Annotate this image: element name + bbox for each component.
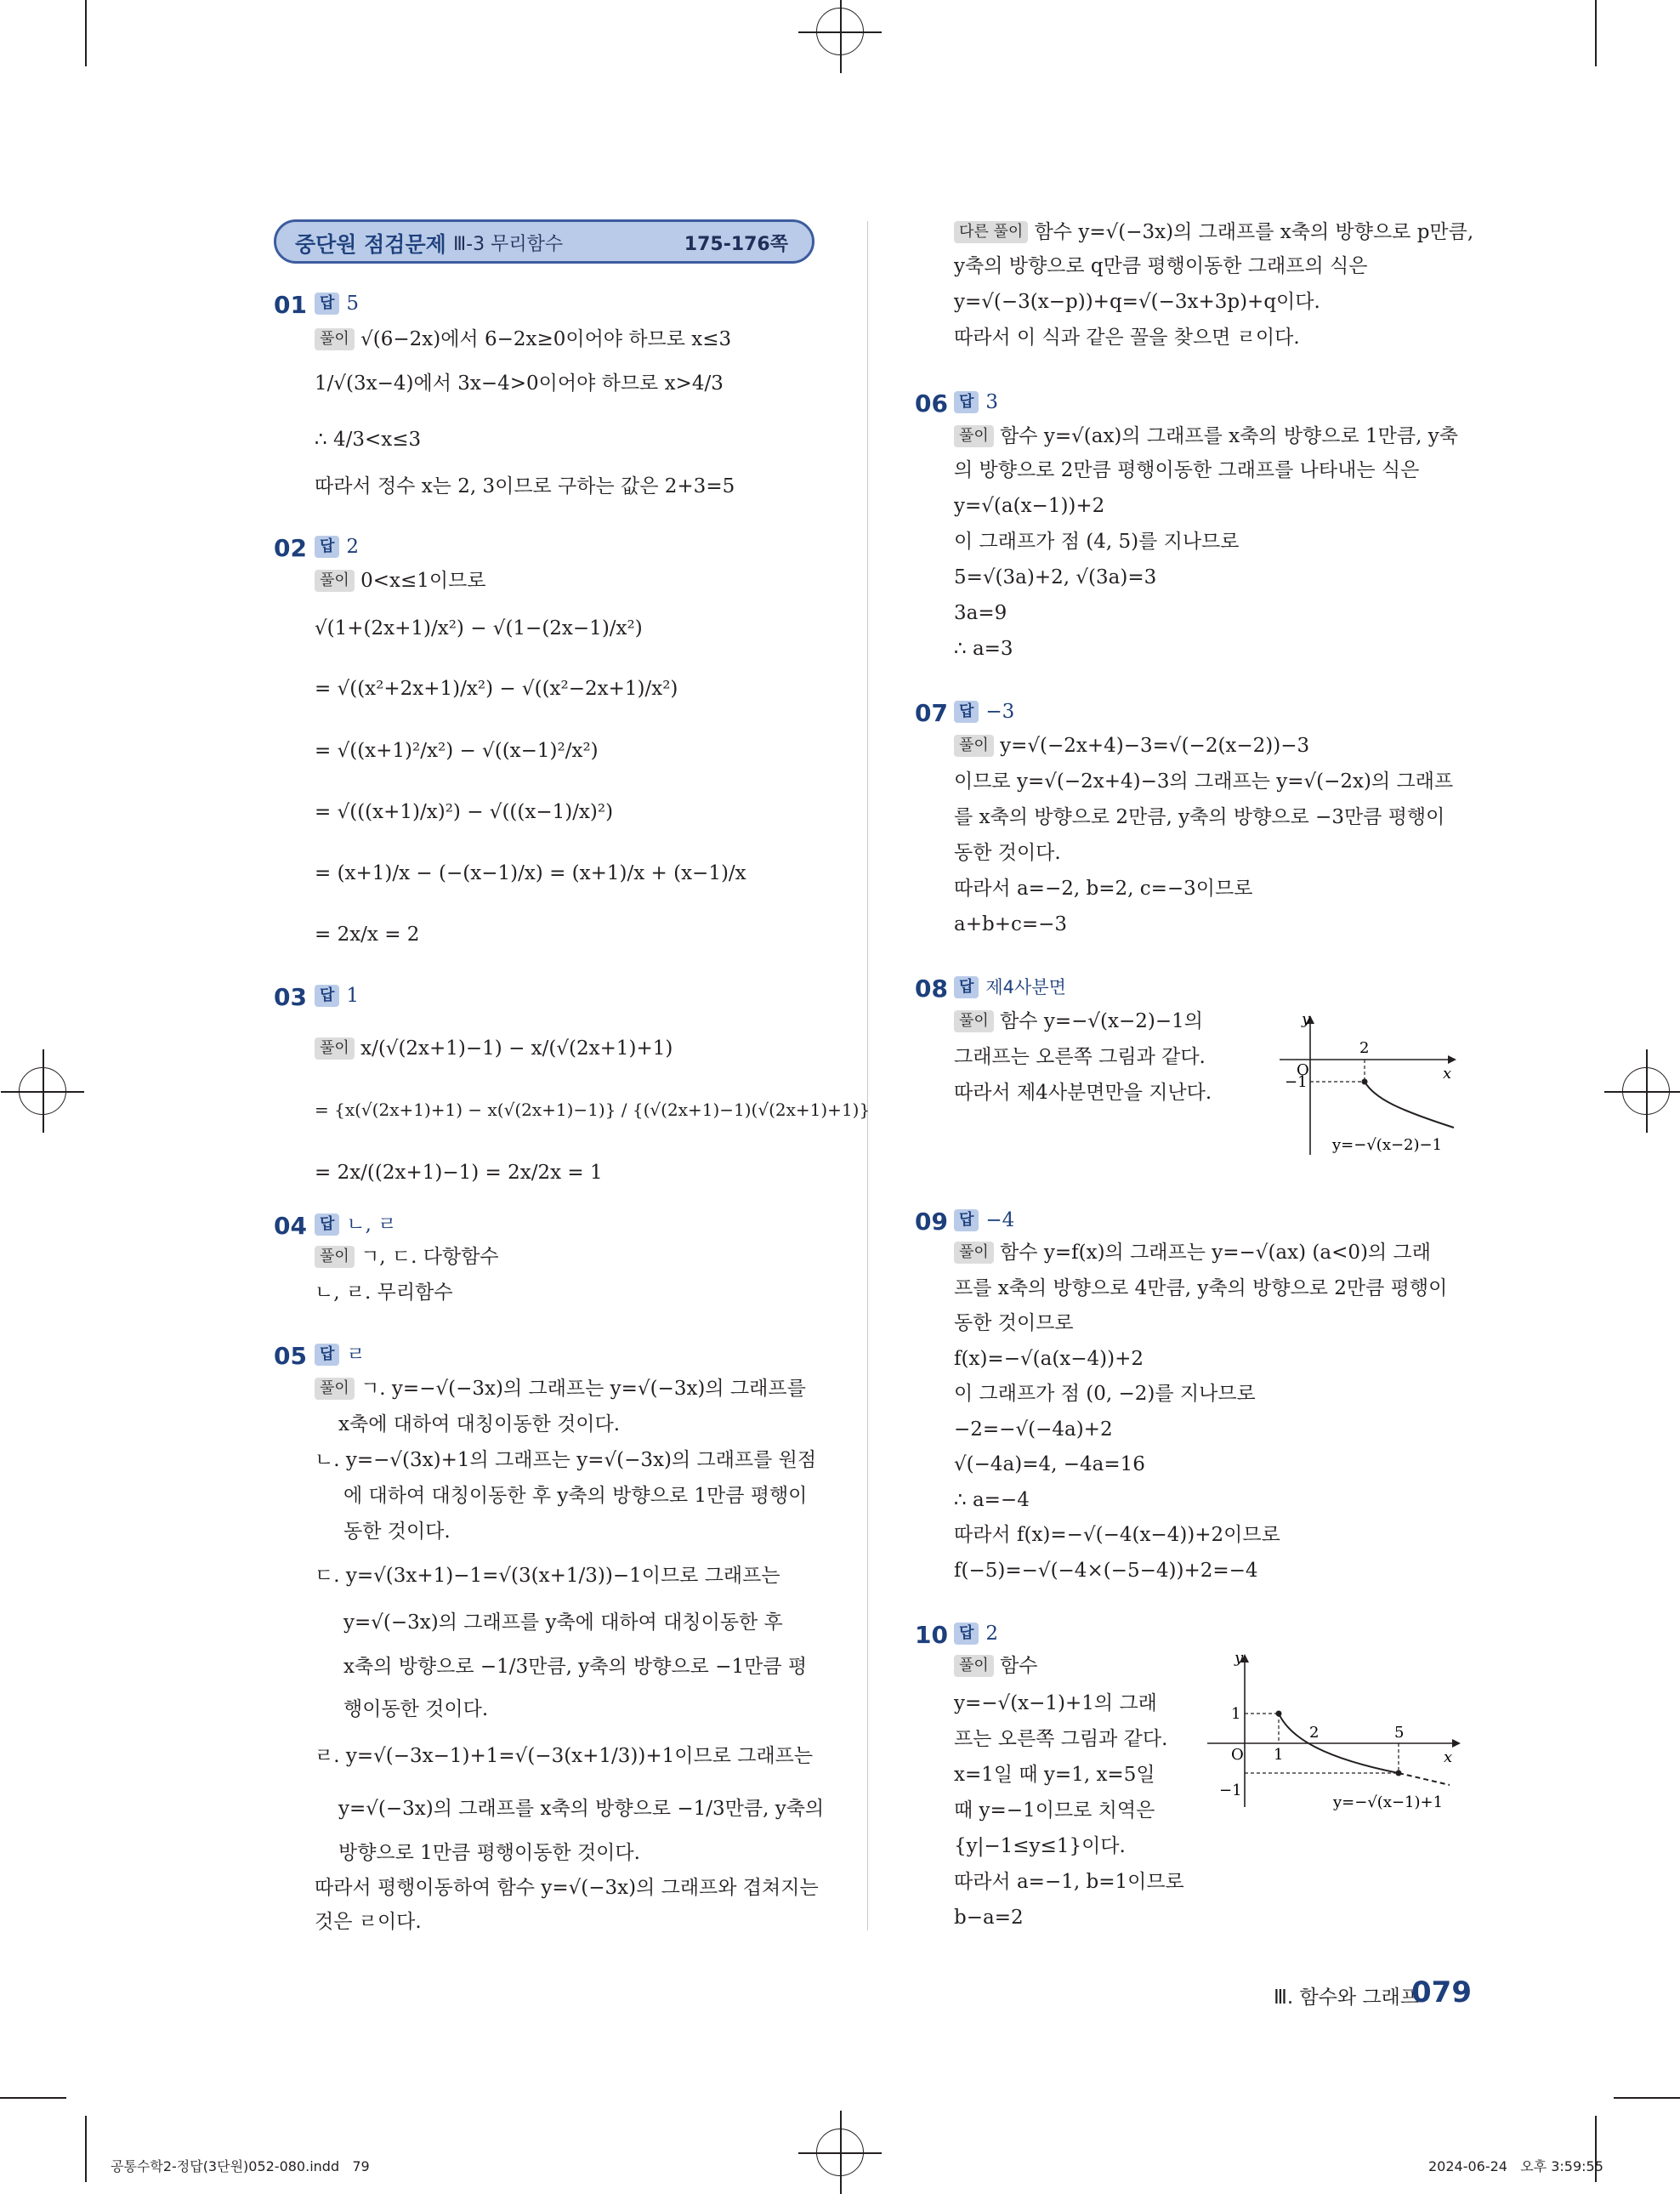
banner-title: 중단원 점검문제 <box>295 232 446 257</box>
alt-solution-line: y=√(−3(x−p))+q=√(−3x+3p)+q이다. <box>954 291 1320 313</box>
solution-line: 풀이 0<x≤1이므로 <box>315 568 486 594</box>
solution-tag: 풀이 <box>315 1378 355 1400</box>
answer-value: 2 <box>346 536 360 558</box>
x-tick-label: 5 <box>1394 1724 1405 1742</box>
solution-line: x축의 방향으로 −1/3만큼, y축의 방향으로 −1만큼 평 <box>343 1656 808 1678</box>
solution-line: a+b+c=−3 <box>954 913 1068 935</box>
banner-pages: 175-176쪽 <box>684 234 788 255</box>
solution-line: = {x(√(2x+1)+1) − x(√(2x+1)−1)} / {(√(2x+1)−1)(√(2x+1)+1)} <box>315 1100 871 1120</box>
solution-line: 동한 것이므로 <box>954 1312 1074 1334</box>
origin-label: O <box>1231 1746 1244 1764</box>
solution-line: x=1일 때 y=1, x=5일 <box>954 1764 1155 1786</box>
origin-label: O <box>1297 1061 1309 1079</box>
answer-value: ㄹ <box>346 1344 366 1366</box>
function-curve <box>1365 1082 1454 1128</box>
x-tick-label: 2 <box>1309 1724 1320 1742</box>
answer-row <box>315 1212 396 1237</box>
crop-mark <box>0 2097 66 2099</box>
solution-line: −2=−√(−4a)+2 <box>954 1418 1113 1441</box>
y-tick-label: 1 <box>1231 1705 1241 1723</box>
solution-line: y=−√(x−1)+1의 그래 <box>954 1692 1157 1714</box>
answer-value: 제4사분면 <box>985 977 1066 998</box>
answer-tag: 답 <box>315 1214 339 1236</box>
solution-line: 동한 것이다. <box>343 1520 451 1543</box>
solution-line: = √(((x+1)/x)²) − √(((x−1)/x)²) <box>315 801 614 823</box>
solution-line: 따라서 a=−1, b=1이므로 <box>954 1871 1184 1893</box>
solution-tag: 풀이 <box>315 328 355 350</box>
problem-number: 07 <box>915 699 948 727</box>
solution-tag: 풀이 <box>954 735 994 757</box>
solution-line: 풀이 x/(√(2x+1)−1) − x/(√(2x+1)+1) <box>315 1036 673 1061</box>
answer-value: 3 <box>985 391 999 413</box>
solution-line: ㄷ. y=√(3x+1)−1=√(3(x+1/3))−1이므로 그래프는 <box>315 1565 780 1587</box>
solution-line: 따라서 a=−2, b=2, c=−3이므로 <box>954 878 1253 900</box>
graph-10 <box>1199 1646 1471 1816</box>
answer-value: −3 <box>985 701 1015 723</box>
solution-line: 풀이 √(6−2x)에서 6−2x≥0이어야 하므로 x≤3 <box>315 327 731 352</box>
banner-subtitle: Ⅲ-3 무리함수 <box>453 234 564 255</box>
problem-number: 06 <box>915 389 948 418</box>
solution-line: 1/√(3x−4)에서 3x−4>0이어야 하므로 x>4/3 <box>315 372 724 395</box>
answer-tag: 답 <box>954 701 979 723</box>
solution-line: f(−5)=−√(−4×(−5−4))+2=−4 <box>954 1560 1258 1582</box>
alt-solution-line: 따라서 이 식과 같은 꼴을 찾으면 ㄹ이다. <box>954 327 1300 349</box>
answer-row <box>954 1621 998 1646</box>
answer-row <box>954 1208 1014 1233</box>
answer-row <box>315 1342 366 1367</box>
solution-line: 그래프는 오른쪽 그림과 같다. <box>954 1046 1206 1068</box>
curve-endpoint <box>1362 1079 1368 1085</box>
curve-point <box>1396 1771 1402 1776</box>
answer-value: 1 <box>346 985 360 1007</box>
solution-line: 이 그래프가 점 (4, 5)를 지나므로 <box>954 531 1240 553</box>
solution-line: ㄹ. y=√(−3x−1)+1=√(−3(x+1/3))+1이므로 그래프는 <box>315 1745 814 1767</box>
x-axis-label: x <box>1443 1065 1452 1083</box>
solution-line: 따라서 평행이동하여 함수 y=√(−3x)의 그래프와 겹쳐지는 <box>315 1877 819 1899</box>
solution-line: {y|−1≤y≤1}이다. <box>954 1835 1126 1857</box>
problem-number: 08 <box>915 975 948 1003</box>
solution-line: √(1+(2x+1)/x²) − √(1−(2x−1)/x²) <box>315 617 643 639</box>
solution-line: 이므로 y=√(−2x+4)−3의 그래프는 y=√(−2x)의 그래프 <box>954 770 1454 793</box>
solution-line: 3a=9 <box>954 602 1007 624</box>
page-number: 079 <box>1411 1975 1472 2009</box>
solution-line: 에 대하여 대칭이동한 후 y축의 방향으로 1만큼 평행이 <box>343 1485 808 1507</box>
y-axis-label: y <box>1234 1649 1244 1667</box>
x-axis-arrow <box>1452 1739 1461 1748</box>
curve-label: y=−√(x−1)+1 <box>1333 1793 1444 1811</box>
answer-tag: 답 <box>954 1209 979 1231</box>
solution-line: y=√(−3x)의 그래프를 x축의 방향으로 −1/3만큼, y축의 <box>338 1798 825 1820</box>
solution-line: b−a=2 <box>954 1907 1024 1929</box>
answer-tag: 답 <box>315 985 339 1007</box>
problem-number: 10 <box>915 1621 948 1649</box>
solution-line: 풀이 ㄱ, ㄷ. 다항함수 <box>315 1244 499 1270</box>
alt-solution-tag: 다른 풀이 <box>954 221 1028 243</box>
solution-line: y=√(−3x)의 그래프를 y축에 대하여 대칭이동한 후 <box>343 1611 783 1634</box>
solution-line: = 2x/x = 2 <box>315 924 420 946</box>
solution-line: ∴ a=3 <box>954 638 1013 660</box>
solution-tag: 풀이 <box>315 570 355 592</box>
answer-tag: 답 <box>954 1623 979 1645</box>
crop-mark <box>85 2116 87 2182</box>
solution-line: 동한 것이다. <box>954 842 1061 864</box>
problem-number: 09 <box>915 1208 948 1236</box>
answer-tag: 답 <box>315 293 339 315</box>
solution-tag: 풀이 <box>315 1246 355 1268</box>
solution-line: = (x+1)/x − (−(x−1)/x) = (x+1)/x + (x−1)/x <box>315 862 746 884</box>
answer-row <box>315 983 359 1009</box>
registration-mark <box>1622 1067 1670 1115</box>
answer-row <box>315 534 359 560</box>
answer-tag: 답 <box>315 536 339 558</box>
solution-line: 방향으로 1만큼 평행이동한 것이다. <box>338 1842 640 1864</box>
solution-tag: 풀이 <box>954 1010 994 1032</box>
solution-line: 풀이 함수 y=√(ax)의 그래프를 x축의 방향으로 1만큼, y축 <box>954 423 1458 449</box>
alt-solution-line: 다른 풀이 함수 y=√(−3x)의 그래프를 x축의 방향으로 p만큼, <box>954 219 1473 245</box>
answer-tag: 답 <box>954 976 979 998</box>
registration-mark <box>19 1067 66 1115</box>
solution-line: √(−4a)=4, −4a=16 <box>954 1453 1145 1475</box>
curve-point <box>1276 1711 1282 1717</box>
crop-mark <box>1614 2097 1680 2099</box>
solution-line: 풀이 함수 <box>954 1653 1038 1679</box>
registration-mark <box>816 2129 864 2176</box>
solution-line: 풀이 함수 y=f(x)의 그래프는 y=−√(ax) (a<0)의 그래 <box>954 1240 1431 1265</box>
solution-line: = √((x+1)²/x²) − √((x−1)²/x²) <box>315 740 599 762</box>
problem-number: 05 <box>274 1342 307 1370</box>
solution-line: 프를 x축의 방향으로 4만큼, y축의 방향으로 2만큼 평행이 <box>954 1277 1448 1299</box>
solution-tag: 풀이 <box>954 1242 994 1264</box>
answer-row <box>954 975 1066 1000</box>
problem-number: 01 <box>274 291 307 319</box>
answer-value: ㄴ, ㄹ <box>346 1214 397 1236</box>
x-tick-label: 2 <box>1359 1039 1370 1057</box>
solution-line: ∴ 4/3<x≤3 <box>315 429 422 451</box>
registration-mark <box>816 8 864 55</box>
solution-line: 의 방향으로 2만큼 평행이동한 그래프를 나타내는 식은 <box>954 459 1420 481</box>
solution-line: ∴ a=−4 <box>954 1489 1030 1511</box>
problem-number: 04 <box>274 1212 307 1240</box>
solution-line: 풀이 함수 y=−√(x−2)−1의 <box>954 1009 1203 1034</box>
answer-value: 5 <box>346 293 360 315</box>
print-timestamp: 2024-06-24 오후 3:59:55 <box>1428 2158 1603 2174</box>
solution-line: 행이동한 것이다. <box>343 1698 489 1720</box>
x-axis-arrow <box>1448 1055 1456 1064</box>
y-tick-label: −1 <box>1285 1073 1308 1091</box>
answer-row <box>315 291 359 316</box>
solution-line: 때 y=−1이므로 치역은 <box>954 1799 1155 1822</box>
solution-tag: 풀이 <box>954 425 994 447</box>
solution-line: 따라서 f(x)=−√(−4(x−4))+2이므로 <box>954 1524 1280 1546</box>
answer-row <box>954 389 998 415</box>
solution-line: x축에 대하여 대칭이동한 것이다. <box>338 1413 621 1435</box>
column-divider <box>867 221 868 1930</box>
solution-tag: 풀이 <box>954 1655 994 1677</box>
section-label: Ⅲ. 함수와 그래프 <box>1274 1987 1420 2009</box>
solution-line: = √((x²+2x+1)/x²) − √((x²−2x+1)/x²) <box>315 678 678 700</box>
crop-mark <box>85 0 87 66</box>
solution-line: 풀이 ㄱ. y=−√(−3x)의 그래프는 y=√(−3x)의 그래프를 <box>315 1376 806 1401</box>
problem-number: 03 <box>274 983 307 1011</box>
graph-08 <box>1271 1003 1479 1165</box>
solution-line: 따라서 제4사분면만을 지난다. <box>954 1082 1212 1104</box>
solution-line: 를 x축의 방향으로 2만큼, y축의 방향으로 −3만큼 평행이 <box>954 806 1445 828</box>
solution-line: y=√(a(x−1))+2 <box>954 495 1105 517</box>
solution-line: ㄴ, ㄹ. 무리함수 <box>315 1282 453 1304</box>
solution-line: 프는 오른쪽 그림과 같다. <box>954 1728 1168 1750</box>
solution-line: 풀이 y=√(−2x+4)−3=√(−2(x−2))−3 <box>954 733 1309 759</box>
print-file-name: 공통수학2-정답(3단원)052-080.indd 79 <box>111 2158 370 2174</box>
solution-line: 5=√(3a)+2, √(3a)=3 <box>954 566 1157 588</box>
x-axis-label: x <box>1444 1748 1453 1766</box>
answer-tag: 답 <box>954 391 979 413</box>
solution-line: 것은 ㄹ이다. <box>315 1911 422 1933</box>
solution-line: 따라서 정수 x는 2, 3이므로 구하는 값은 2+3=5 <box>315 475 735 497</box>
curve-label: y=−√(x−2)−1 <box>1332 1136 1443 1154</box>
y-tick-label: −1 <box>1219 1782 1242 1799</box>
function-curve-extension <box>1399 1773 1450 1785</box>
crop-mark <box>1595 0 1597 66</box>
solution-tag: 풀이 <box>315 1037 355 1060</box>
answer-value: −4 <box>985 1209 1015 1231</box>
solution-line: 이 그래프가 점 (0, −2)를 지나므로 <box>954 1383 1256 1405</box>
alt-solution-line: y축의 방향으로 q만큼 평행이동한 그래프의 식은 <box>954 255 1368 277</box>
answer-row <box>954 699 1014 725</box>
problem-number: 02 <box>274 534 307 562</box>
x-tick-label: 1 <box>1274 1746 1284 1764</box>
answer-tag: 답 <box>315 1344 339 1366</box>
section-banner <box>274 219 814 264</box>
solution-line: ㄴ. y=−√(3x)+1의 그래프는 y=√(−3x)의 그래프를 원점 <box>315 1449 817 1471</box>
y-axis-label: y <box>1302 1010 1311 1028</box>
answer-value: 2 <box>985 1623 999 1645</box>
solution-line: = 2x/((2x+1)−1) = 2x/2x = 1 <box>315 1162 603 1184</box>
solution-line: f(x)=−√(a(x−4))+2 <box>954 1348 1144 1370</box>
